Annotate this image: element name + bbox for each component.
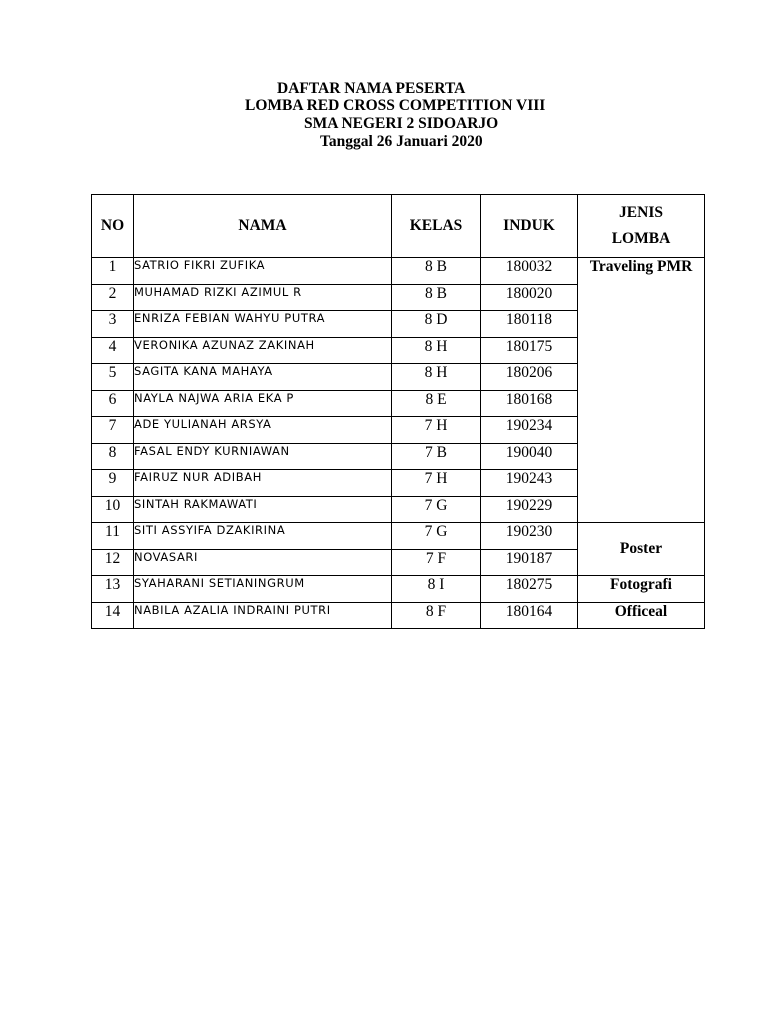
cell-nama: FAIRUZ NUR ADIBAH <box>134 470 392 497</box>
header-jenis-lomba <box>578 195 705 258</box>
table-row <box>92 576 705 603</box>
heading-event: LOMBA RED CROSS COMPETITION VIII <box>245 97 546 114</box>
header-kelas: KELAS <box>392 195 481 258</box>
cell-nama: FASAL ENDY KURNIAWAN <box>134 443 392 470</box>
cell-no: 3 <box>92 311 134 338</box>
cell-induk: 190230 <box>481 523 578 550</box>
cell-kelas: 8 D <box>392 311 481 338</box>
header-jenis-line2: LOMBA <box>611 230 671 247</box>
cell-no: 10 <box>92 496 134 523</box>
cell-kelas: 7 F <box>392 549 481 576</box>
heading-title: DAFTAR NAMA PESERTA <box>277 80 466 97</box>
cell-no: 14 <box>92 602 134 629</box>
cell-nama: NAYLA NAJWA ARIA EKA P <box>134 390 392 417</box>
cell-nama: ENRIZA FEBIAN WAHYU PUTRA <box>134 311 392 338</box>
cell-jenis-lomba-poster: Poster <box>578 523 705 576</box>
cell-nama: NABILA AZALIA INDRAINI PUTRI <box>134 602 392 629</box>
cell-nama: ADE YULIANAH ARSYA <box>134 417 392 444</box>
cell-induk: 180118 <box>481 311 578 338</box>
cell-no: 6 <box>92 390 134 417</box>
cell-no: 8 <box>92 443 134 470</box>
cell-kelas: 8 E <box>392 390 481 417</box>
cell-no: 2 <box>92 284 134 311</box>
heading-date: Tanggal 26 Januari 2020 <box>320 133 483 150</box>
cell-kelas: 7 G <box>392 496 481 523</box>
cell-kelas: 7 H <box>392 417 481 444</box>
cell-nama: SINTAH RAKMAWATI <box>134 496 392 523</box>
table-row <box>92 602 705 629</box>
cell-kelas: 7 H <box>392 470 481 497</box>
cell-nama: SITI ASSYIFA DZAKIRINA <box>134 523 392 550</box>
cell-nama: NOVASARI <box>134 549 392 576</box>
header-induk: INDUK <box>481 195 578 258</box>
cell-nama: MUHAMAD RIZKI AZIMUL R <box>134 284 392 311</box>
heading-school: SMA NEGERI 2 SIDOARJO <box>304 115 499 132</box>
cell-induk: 180275 <box>481 576 578 603</box>
cell-no: 1 <box>92 258 134 285</box>
cell-no: 9 <box>92 470 134 497</box>
cell-kelas: 7 B <box>392 443 481 470</box>
header-jenis-line1: JENIS <box>619 204 663 221</box>
cell-nama: SATRIO FIKRI ZUFIKA <box>134 258 392 285</box>
table-row <box>92 523 705 550</box>
table-row <box>92 258 705 285</box>
cell-induk: 180175 <box>481 337 578 364</box>
cell-jenis-lomba-traveling: Traveling PMR <box>578 258 705 523</box>
cell-induk: 180164 <box>481 602 578 629</box>
cell-jenis-lomba-officeal: Officeal <box>578 602 705 629</box>
cell-no: 13 <box>92 576 134 603</box>
header-nama: NAMA <box>134 195 392 258</box>
cell-kelas: 8 F <box>392 602 481 629</box>
cell-no: 12 <box>92 549 134 576</box>
cell-induk: 180206 <box>481 364 578 391</box>
header-no: NO <box>92 195 134 258</box>
cell-induk: 180168 <box>481 390 578 417</box>
cell-kelas: 8 B <box>392 284 481 311</box>
cell-no: 5 <box>92 364 134 391</box>
cell-induk: 180020 <box>481 284 578 311</box>
cell-kelas: 8 H <box>392 364 481 391</box>
cell-nama: VERONIKA AZUNAZ ZAKINAH <box>134 337 392 364</box>
cell-no: 7 <box>92 417 134 444</box>
cell-kelas: 8 B <box>392 258 481 285</box>
cell-nama: SYAHARANI SETIANINGRUM <box>134 576 392 603</box>
cell-kelas: 7 G <box>392 523 481 550</box>
cell-induk: 190243 <box>481 470 578 497</box>
cell-kelas: 8 H <box>392 337 481 364</box>
cell-kelas: 8 I <box>392 576 481 603</box>
cell-induk: 180032 <box>481 258 578 285</box>
cell-induk: 190229 <box>481 496 578 523</box>
cell-no: 11 <box>92 523 134 550</box>
cell-jenis-lomba-fotografi: Fotografi <box>578 576 705 603</box>
cell-induk: 190187 <box>481 549 578 576</box>
cell-induk: 190040 <box>481 443 578 470</box>
participant-table <box>91 194 705 629</box>
cell-nama: SAGITA KANA MAHAYA <box>134 364 392 391</box>
table-header-row <box>92 195 705 258</box>
cell-no: 4 <box>92 337 134 364</box>
cell-induk: 190234 <box>481 417 578 444</box>
